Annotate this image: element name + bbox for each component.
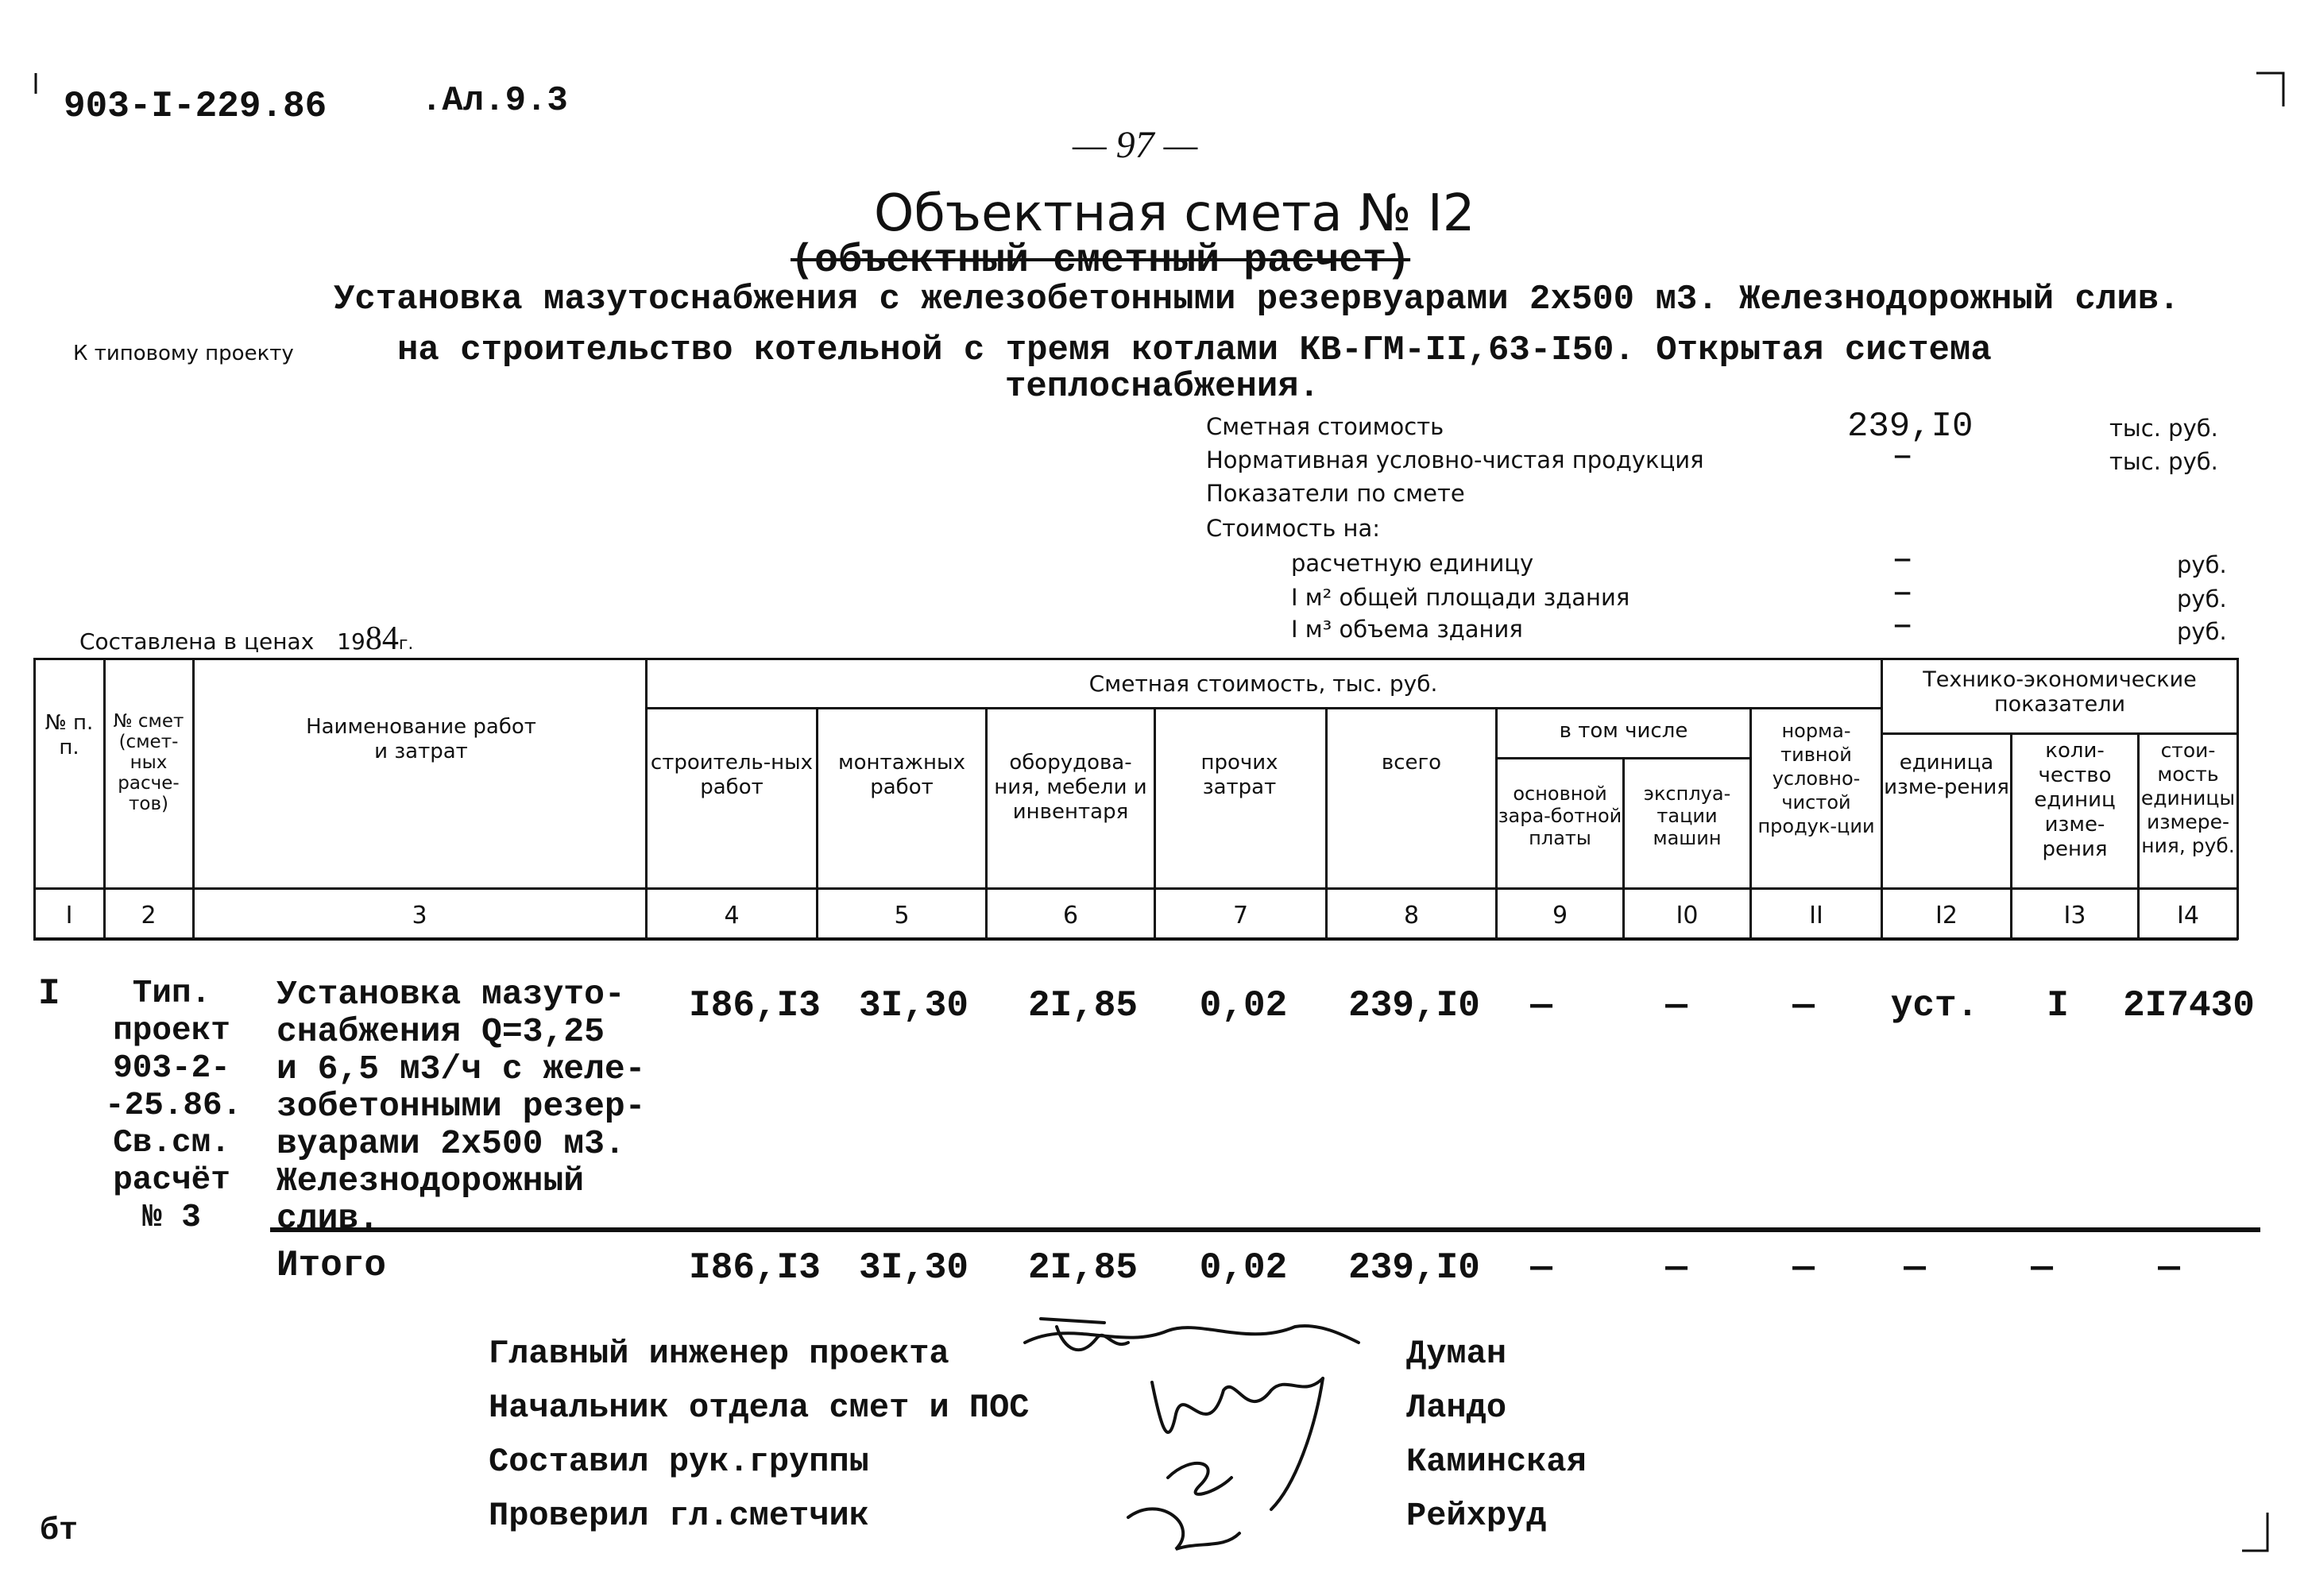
col-number: I2 xyxy=(1935,902,1958,929)
corner-mark-top-right xyxy=(2256,70,2288,110)
cost-per-label: Стоимость на: xyxy=(1206,515,1381,542)
total-total: 239,I0 xyxy=(1348,1247,1480,1289)
per-volume-value: — xyxy=(1895,611,1911,640)
row-unit: уст. xyxy=(1890,985,1979,1026)
norm-unit: тыс. руб. xyxy=(2109,448,2218,475)
header-including: в том числе xyxy=(1559,719,1688,743)
row-machines: — xyxy=(1665,985,1688,1026)
row-construction: I86,I3 xyxy=(689,985,821,1026)
col-number: II xyxy=(1809,902,1823,929)
project-description: на строительство котельной с тремя котлами КВ-ГМ-II,63-I50. Открытая система xyxy=(397,330,1992,370)
total-normative: — xyxy=(1792,1247,1815,1289)
col-number: I4 xyxy=(2177,902,2199,929)
per-volume-label: I м³ объема здания xyxy=(1291,616,1523,643)
header-tech-group: Технико-экономические показатели xyxy=(1923,667,2197,717)
total-machines: — xyxy=(1665,1247,1688,1289)
header-quantity: коли-чество единиц изме-рения xyxy=(2034,739,2116,861)
total-label: Итого xyxy=(276,1245,387,1286)
signature-name: Думан xyxy=(1406,1335,1507,1373)
header-other: прочих затрат xyxy=(1200,751,1278,799)
header-unit: единица изме-рения xyxy=(1884,751,2009,799)
col-number: 4 xyxy=(724,902,740,929)
header-normative: норма-тивной условно-чистой продук-ции xyxy=(1757,720,1875,837)
header-construction: строитель-ных работ xyxy=(650,751,814,799)
col-number: 3 xyxy=(412,902,427,929)
object-description: Установка мазутоснабжения с железобетонными резервуарами 2x500 м3. Железнодорожный слив. xyxy=(334,280,2180,319)
total-quantity: — xyxy=(2031,1247,2053,1289)
col-number: 2 xyxy=(141,902,157,929)
col-number: I0 xyxy=(1676,902,1699,929)
prices-label xyxy=(79,620,413,658)
total-unit: — xyxy=(1904,1247,1926,1289)
row-installation: 3I,30 xyxy=(858,985,969,1026)
per-area-unit: руб. xyxy=(2177,585,2227,613)
signature-name: Рейхруд xyxy=(1406,1497,1547,1535)
header-equipment: оборудова-ния, мебели и инвентаря xyxy=(994,751,1147,824)
signature-title: Составил рук.группы xyxy=(489,1443,869,1481)
row-estimate: Тип. проект 903-2- -25.86. Св.см. расчёт № 3 xyxy=(105,976,242,1236)
col-number: 6 xyxy=(1062,902,1079,929)
prices-year-prefix: 19 xyxy=(337,628,365,655)
project-label: К типовому проекту xyxy=(73,342,294,365)
col-number: I xyxy=(65,902,73,929)
row-other: 0,02 xyxy=(1199,985,1288,1026)
header-wages: основной зара-ботной платы xyxy=(1498,783,1622,849)
page-number: — 97 — xyxy=(1073,124,1198,166)
row-unit-cost: 2I7430 xyxy=(2123,985,2255,1026)
signature-title: Проверил гл.сметчик xyxy=(489,1497,869,1535)
row-total: 239,I0 xyxy=(1348,985,1480,1026)
total-equipment: 2I,85 xyxy=(1027,1247,1139,1289)
per-unit-unit: руб. xyxy=(2177,551,2227,578)
signature-title: Начальник отдела смет и ПОС xyxy=(489,1389,1030,1427)
header-no: № п. п. xyxy=(44,711,94,759)
total-installation: 3I,30 xyxy=(858,1247,969,1289)
header-unit-cost: стои-мость единицы измере-ния, руб. xyxy=(2140,739,2236,857)
norm-label: Нормативная условно-чистая продукция xyxy=(1206,446,1704,473)
total-other: 0,02 xyxy=(1199,1247,1288,1289)
total-unit-cost: — xyxy=(2158,1247,2180,1289)
col-number: 9 xyxy=(1552,902,1568,929)
per-volume-unit: руб. xyxy=(2177,618,2227,645)
signature-name: Каминская xyxy=(1406,1443,1587,1481)
row-no: I xyxy=(38,973,60,1014)
cost-value: 239,I0 xyxy=(1847,407,1974,446)
total-wages: — xyxy=(1530,1247,1552,1289)
prices-year: 84 xyxy=(365,620,399,657)
header-installation: монтажных работ xyxy=(838,751,965,799)
prices-label-text: Составлена в ценах xyxy=(79,628,315,655)
document-part: .Ал.9.3 xyxy=(421,81,568,121)
col-number: I3 xyxy=(2063,902,2086,929)
indicators-label: Показатели по смете xyxy=(1206,480,1465,507)
header-machines: эксплуа-тации машин xyxy=(1643,783,1731,849)
row-name: Установка мазуто- снабжения Q=3,25 и 6,5 м3/ч с желе- зобетонными резер- вуарами 2x500 м3. Железнодорожный слив. xyxy=(276,975,646,1238)
corner-tick-top-left xyxy=(32,71,40,95)
header-estimate-no: № смет (смет-ных расче-тов) xyxy=(113,711,184,814)
row-normative: — xyxy=(1792,985,1815,1026)
prices-year-suffix: г. xyxy=(398,634,414,654)
row-quantity: I xyxy=(2047,985,2069,1026)
signature-title: Главный инженер проекта xyxy=(489,1335,949,1373)
norm-value: — xyxy=(1895,442,1911,471)
header-name: Наименование работ и затрат xyxy=(306,715,536,763)
row-equipment: 2I,85 xyxy=(1027,985,1139,1026)
page-title: Объектная смета № I2 xyxy=(874,184,1475,243)
struck-subtitle: (объектный сметный расчет) xyxy=(791,238,1411,284)
cost-label: Сметная стоимость xyxy=(1206,413,1444,440)
handwritten-signatures xyxy=(1009,1303,1382,1557)
row-wages: — xyxy=(1530,985,1552,1026)
col-number: 7 xyxy=(1232,902,1249,929)
total-construction: I86,I3 xyxy=(689,1247,821,1289)
per-unit-value: — xyxy=(1895,545,1911,574)
project-description-cont: теплоснабжения. xyxy=(1005,367,1320,407)
col-number: 8 xyxy=(1403,902,1420,929)
per-area-value: — xyxy=(1895,578,1911,608)
per-area-label: I м² общей площади здания xyxy=(1291,584,1630,611)
document-code: 903-I-229.86 xyxy=(64,86,327,127)
signature-name: Ландо xyxy=(1406,1389,1507,1427)
corner-mark-bottom-right xyxy=(2240,1509,2272,1557)
header-total: всего xyxy=(1381,751,1442,775)
col-number: 5 xyxy=(894,902,910,929)
cost-unit: тыс. руб. xyxy=(2109,415,2218,442)
footer-mark: бт xyxy=(40,1513,79,1549)
per-unit-label: расчетную единицу xyxy=(1291,550,1534,577)
header-cost-group: Сметная стоимость, тыс. руб. xyxy=(1088,670,1438,697)
